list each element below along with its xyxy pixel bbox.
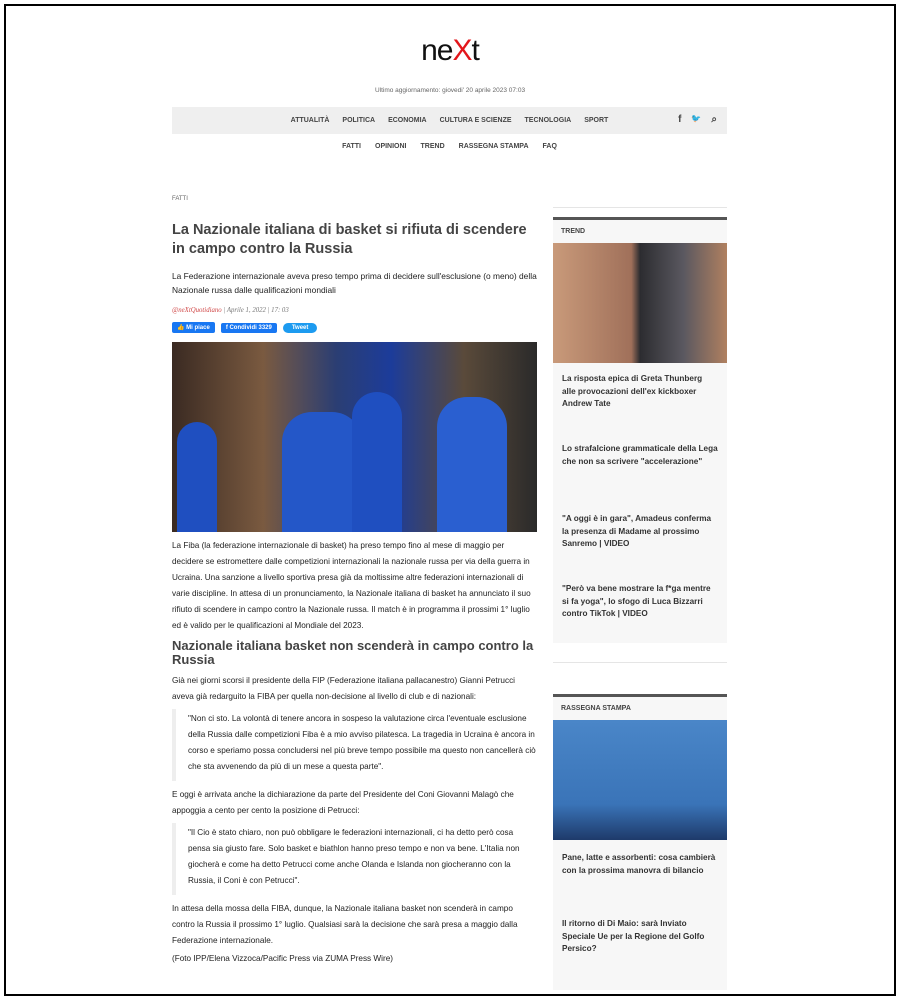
quote: "Non ci sto. La volontà di tenere ancora in sospeso la valutazione circa l'eventuale esclusione della Russia dalle competizioni Fiba è a mio avviso pilatesca. La tragedia in Ucraina è ancora in corso e speriamo possa concludersi nel più breve tempo possibile ma questo non cancellerà ciò che sta avvenendo da più di un mese a questa parte".	[172, 709, 537, 781]
trend-title: TREND	[553, 217, 727, 243]
paragraph: La Fiba (la federazione internazionale di basket) ha preso tempo fino al mese di maggio per decidere se estromettere dalle competizioni internazionali la nazionale russa per via della guerra in Ucraina. Una sanzione a livello sportiva presa già da moltissime altre federazioni internazionali di varie discipline. In attesa di un pronunciamento, la Nazionale italiana di basket ha annunciato il suo rifiuto di scendere in campo contro la Nazionale russa. Il match è in programma il prossimi 1° luglio ed è valido per le qualificazioni al Mondiale del 2023.	[172, 541, 531, 630]
article-date: | Aprile 1, 2022 | 17: 03	[221, 307, 289, 314]
rassegna-title: RASSEGNA STAMPA	[553, 694, 727, 720]
nav-trend[interactable]: TREND	[420, 143, 445, 150]
social-buttons	[172, 322, 537, 333]
trend-item[interactable]: "Però va bene mostrare la f*ga mentre si fa yoga", lo sfogo di Luca Bizzarri contro TikTok | VIDEO	[562, 584, 711, 618]
section-heading: Nazionale italiana basket non scenderà in campo contro la Russia	[172, 638, 534, 667]
rassegna-item[interactable]: Il ritorno di Di Maio: sarà Inviato Speciale Ue per la Regione del Golfo Persico?	[562, 919, 705, 953]
share-button[interactable]: f Condividi 3329	[221, 323, 277, 333]
divider	[553, 662, 727, 663]
trend-item[interactable]: La risposta epica di Greta Thunberg alle provocazioni dell'ex kickboxer Andrew Tate	[562, 374, 703, 408]
rassegna-item[interactable]: Pane, latte e assorbenti: cosa cambierà con la prossima manovra di bilancio	[562, 853, 716, 875]
primary-nav	[172, 107, 727, 134]
article-subtitle: La Federazione internazionale aveva preso tempo prima di decidere sull'esclusione (o meno) della Nazionale russa dalle qualificazioni mondiali	[172, 271, 537, 295]
secondary-nav	[172, 143, 727, 150]
quote: "Il Cio è stato chiaro, non può obbligare le federazioni internazionali, ci ha detto però cosa pensa sia giusto fare. Solo basket e biathlon hanno preso tempo e non va bene. L'Italia non giocherà e come ha detto Petrucci come anche Olanda e Islanda non giocheranno con la Russia, il Coni è con Petrucci".	[172, 823, 537, 895]
like-button[interactable]: 👍 Mi piace	[172, 322, 215, 333]
divider	[553, 207, 727, 208]
twitter-icon[interactable]: 🐦	[691, 114, 702, 123]
facebook-icon[interactable]: f	[678, 114, 682, 125]
trend-image[interactable]	[553, 243, 727, 363]
trend-widget	[553, 217, 727, 643]
tweet-button[interactable]: Tweet	[283, 323, 318, 333]
nav-fatti[interactable]: FATTI	[342, 143, 361, 150]
paragraph: E oggi è arrivata anche la dichiarazione da parte del Presidente del Coni Giovanni Malagò che appoggia a cento per cento la posizione di Petrucci:	[172, 790, 514, 815]
nav-opinioni[interactable]: OPINIONI	[375, 143, 407, 150]
paragraph: Già nei giorni scorsi il presidente della FIP (Federazione italiana pallacanestro) Gianni Petrucci aveva già redarguito la FIBA per quella non-decisione al livello di club e di nazionali:	[172, 676, 515, 701]
rassegna-widget	[553, 694, 727, 990]
author-link[interactable]: @neXtQuotidiano	[172, 307, 222, 314]
nav-sport[interactable]: SPORT	[584, 117, 609, 124]
hero-image	[172, 342, 537, 532]
last-updated: Ultimo aggiornamento: giovedi' 20 aprile 2023 07:03	[374, 87, 526, 94]
photo-credit: (Foto IPP/Elena Vizzoca/Pacific Press via ZUMA Press Wire)	[172, 954, 393, 963]
article	[172, 196, 537, 967]
search-icon[interactable]: ⌕	[711, 114, 717, 125]
trend-item[interactable]: Lo strafalcione grammaticale della Lega che non sa scrivere "accelerazione"	[562, 444, 718, 466]
nav-economia[interactable]: ECONOMIA	[388, 117, 427, 124]
nav-rassegna[interactable]: RASSEGNA STAMPA	[458, 143, 529, 150]
article-meta	[172, 307, 537, 314]
nav-politica[interactable]: POLITICA	[342, 117, 376, 124]
nav-attualita[interactable]: ATTUALITÀ	[290, 117, 330, 124]
paragraph: In attesa della mossa della FIBA, dunque, la Nazionale italiana basket non scenderà in campo contro la Russia il prossimo 1° luglio. Qualsiasi sarà la decisione che sarà presa a maggio dalla Federazione internazionale.	[172, 904, 518, 945]
article-title: La Nazionale italiana di basket si rifiuta di scendere in campo contro la Russia	[172, 222, 527, 257]
rassegna-image[interactable]	[553, 720, 727, 840]
nav-faq[interactable]: FAQ	[542, 143, 557, 150]
article-category[interactable]: FATTI	[172, 196, 188, 202]
site-logo[interactable]: neXt	[421, 34, 479, 67]
trend-item[interactable]: "A oggi è in gara", Amadeus conferma la presenza di Madame al prossimo Sanremo | VIDEO	[562, 514, 712, 548]
nav-tecnologia[interactable]: TECNOLOGIA	[524, 117, 572, 124]
nav-cultura[interactable]: CULTURA E SCIENZE	[439, 117, 512, 124]
